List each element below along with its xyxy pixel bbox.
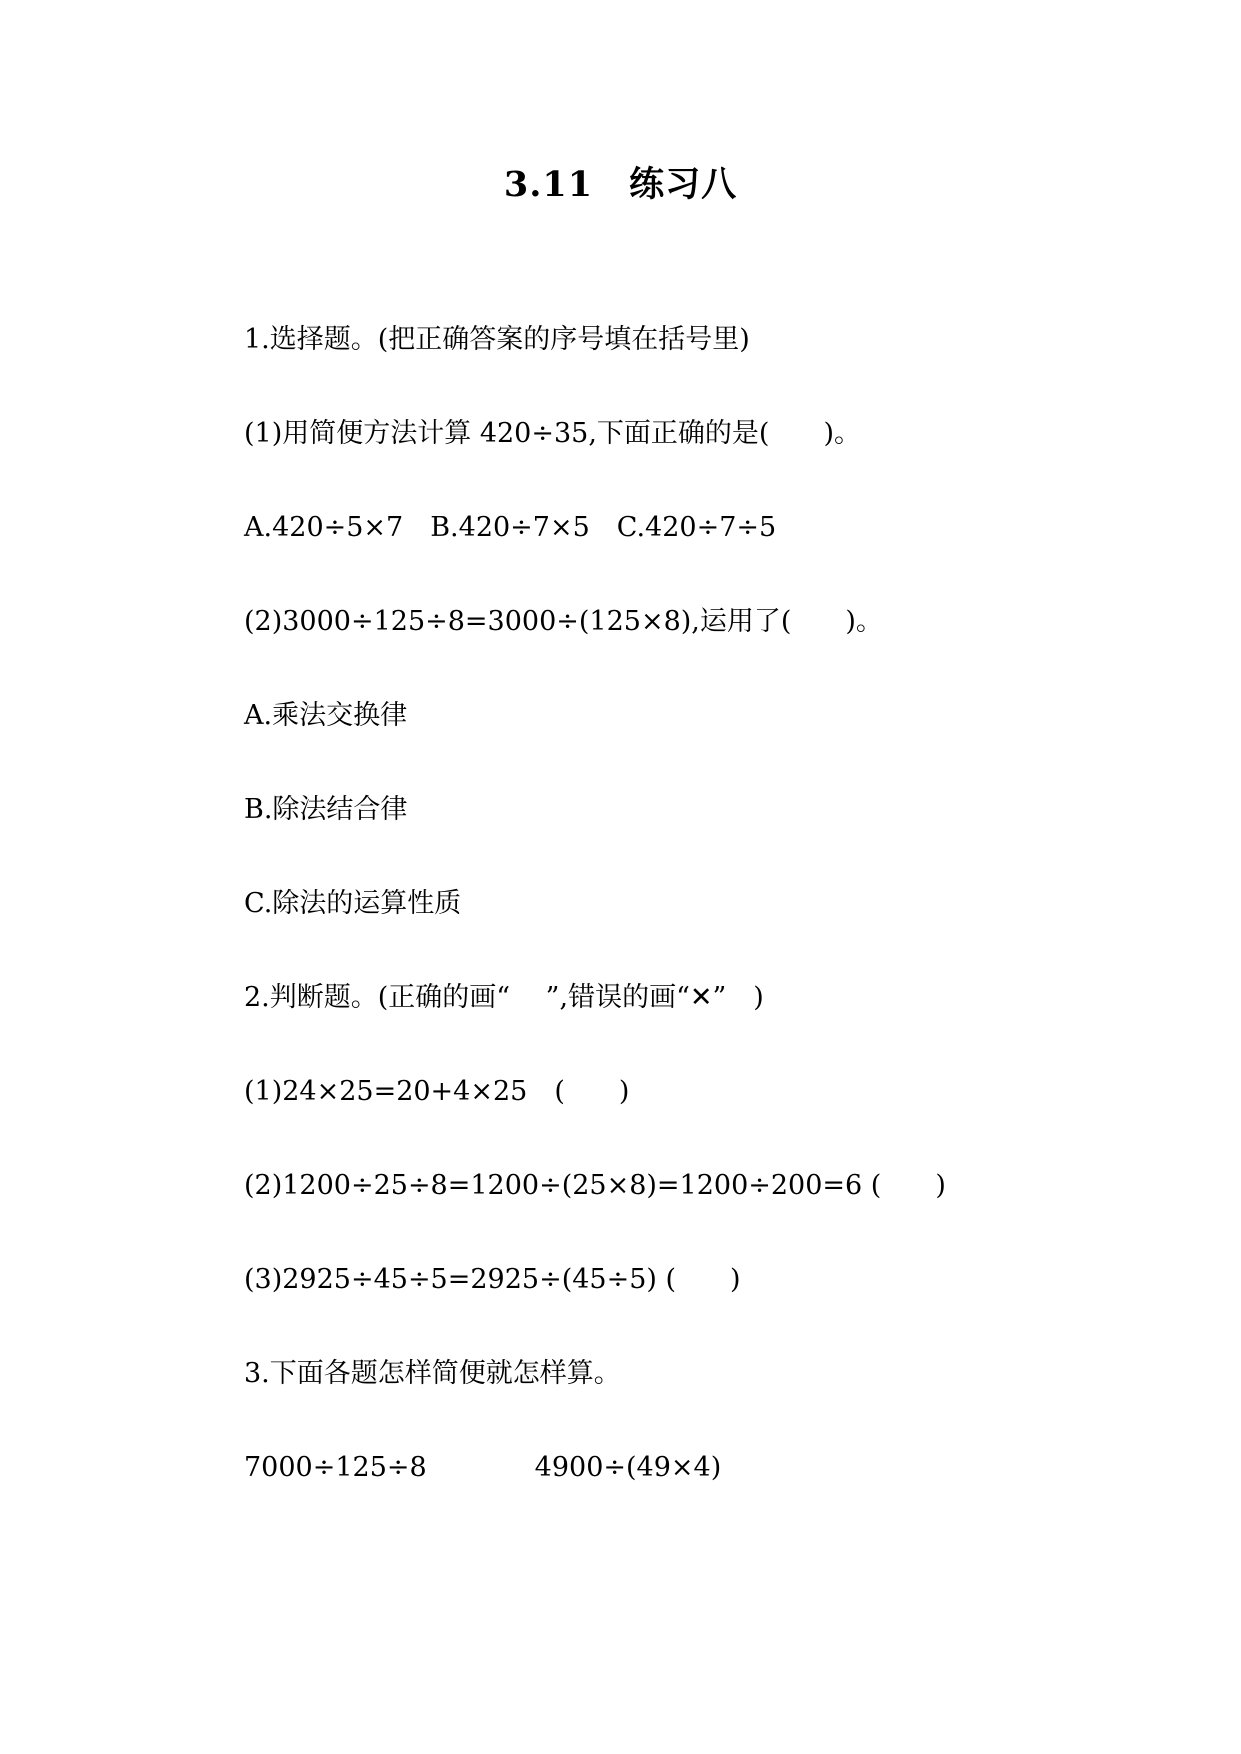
question-1-2-option-c: C.除法的运算性质 (244, 888, 462, 919)
question-2-2: (2)1200÷25÷8=1200÷(25×8)=1200÷200=6 ( ) (244, 1170, 946, 1201)
section-1-heading: 1.选择题。(把正确答案的序号填在括号里) (244, 324, 750, 355)
question-2-3: (3)2925÷45÷5=2925÷(45÷5) ( ) (244, 1264, 741, 1295)
question-2-1: (1)24×25=20+4×25 ( ) (244, 1076, 630, 1107)
question-1-1: (1)用简便方法计算 420÷35,下面正确的是( )。 (244, 418, 861, 449)
question-1-2: (2)3000÷125÷8=3000÷(125×8),运用了( )。 (244, 606, 883, 637)
question-1-2-option-a: A.乘法交换律 (244, 700, 408, 731)
question-3-expressions: 7000÷125÷8 4900÷(49×4) (244, 1452, 722, 1483)
question-1-2-option-b: B.除法结合律 (244, 794, 408, 825)
section-3-heading: 3.下面各题怎样简便就怎样算。 (244, 1358, 621, 1389)
question-1-1-options: A.420÷5×7 B.420÷7×5 C.420÷7÷5 (244, 512, 777, 543)
page-title: 3.11 练习八 (503, 164, 738, 205)
section-2-heading: 2.判断题。(正确的画“ ”,错误的画“✕” ) (244, 982, 764, 1013)
